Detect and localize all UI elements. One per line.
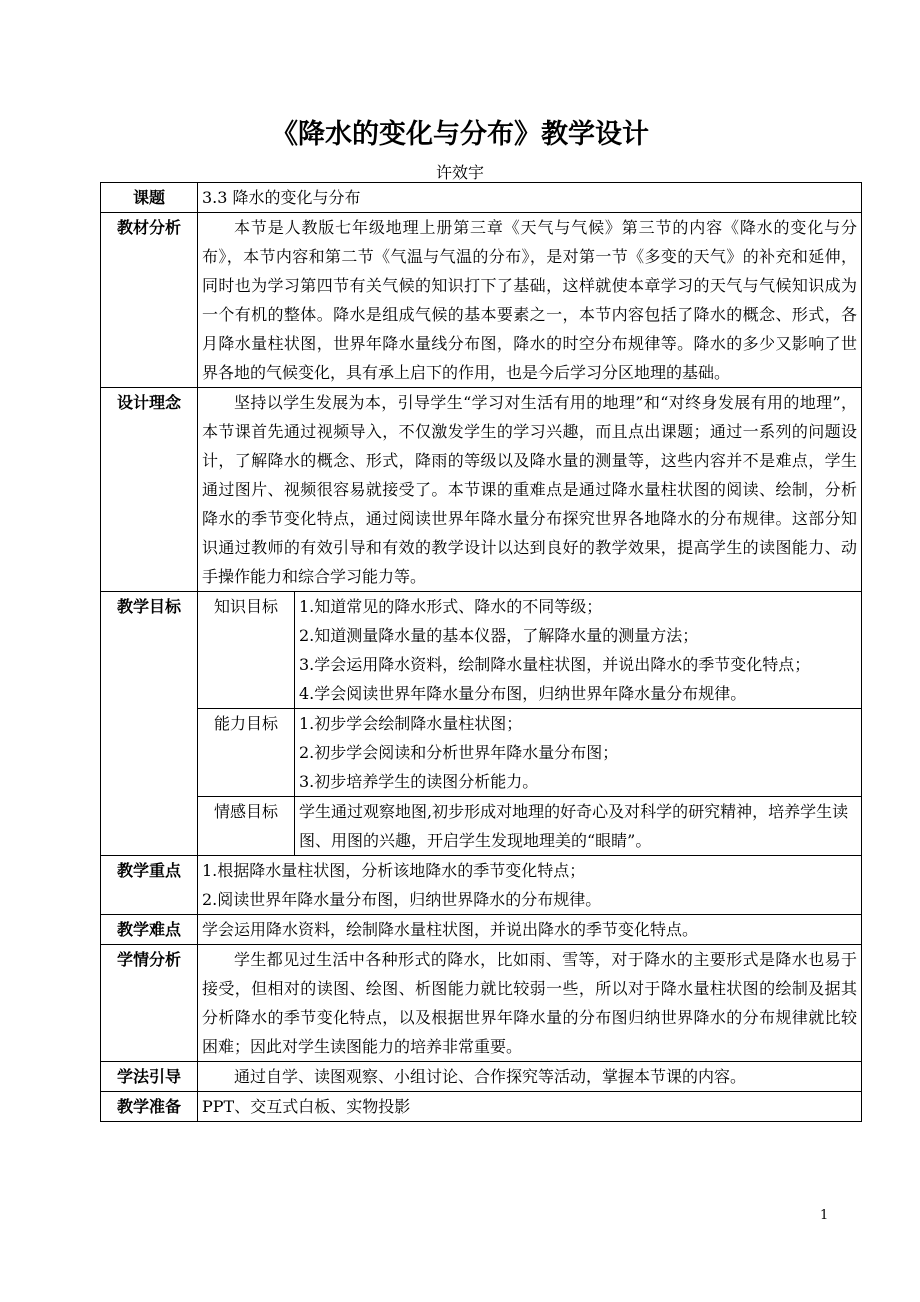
row-concept [101, 388, 862, 592]
row-head: 学情分析 [101, 945, 198, 1062]
goal-label: 情感目标 [198, 797, 295, 856]
row-content: PPT、交互式白板、实物投影 [198, 1092, 862, 1122]
row-topic [101, 183, 862, 213]
author-name: 许效宇 [435, 163, 484, 182]
row-content: 3.3 降水的变化与分布 [198, 183, 862, 213]
goal-content: 学生通过观察地图,初步形成对地理的好奇心及对科学的研究精神，培养学生读图、用图的兴趣，开启学生发现地理美的“眼睛”。 [295, 797, 862, 856]
row-content: 通过自学、读图观察、小组讨论、合作探究等活动，掌握本节课的内容。 [198, 1062, 862, 1092]
row-content: 坚持以学生发展为本，引导学生“学习对生活有用的地理”和“对终身发展有用的地理”，本节课首先通过视频导入，不仅激发学生的学习兴趣，而且点出课题；通过一系列的问题设计，了解降水的概念、形式，降雨的等级以及降水量的测量等，这些内容并不是难点，学生通过图片、视频很容易就接受了。本节课的重难点是通过降水量柱状图的阅读、绘制，分析降水的季节变化特点，通过阅读世界年降水量分布探究世界各地降水的分布规律。这部分知识通过教师的有效引导和有效的教学设计以达到良好的教学效果，提高学生的读图能力、动手操作能力和综合学习能力等。 [198, 388, 862, 592]
row-goals-knowledge [101, 592, 862, 709]
row-head: 设计理念 [101, 388, 198, 592]
row-students [101, 945, 862, 1062]
row-head: 教学准备 [101, 1092, 198, 1122]
row-head: 学法引导 [101, 1062, 198, 1092]
document-title: 《降水的变化与分布》教学设计 [271, 119, 649, 150]
list-item: 3.初步培养学生的读图分析能力。 [299, 772, 539, 791]
row-difficulty [101, 915, 862, 945]
goal-content [295, 592, 862, 709]
list-item: 1.初步学会绘制降水量柱状图； [299, 714, 523, 733]
row-head: 教学难点 [101, 915, 198, 945]
list-item: 1.根据降水量柱状图，分析该地降水的季节变化特点； [202, 861, 586, 880]
row-goals-ability [101, 709, 862, 797]
row-content: 学生都见过生活中各种形式的降水，比如雨、雪等，对于降水的主要形式是降水也易于接受，但相对的读图、绘图、析图能力就比较弱一些，所以对于降水量柱状图的绘制及据其分析降水的季节变化特点，以及根据世界年降水量的分布图归纳世界降水的分布规律就比较困难；因此对学生读图能力的培养非常重要。 [198, 945, 862, 1062]
row-method [101, 1062, 862, 1092]
row-goals-emotion [101, 797, 862, 856]
goal-content [295, 709, 862, 797]
row-material [101, 213, 862, 388]
list-item: 2.知道测量降水量的基本仪器，了解降水量的测量方法； [299, 626, 699, 645]
row-head: 课题 [101, 183, 198, 213]
goal-label: 能力目标 [198, 709, 295, 797]
row-key-points [101, 856, 862, 915]
list-item: 2.阅读世界年降水量分布图，归纳世界降水的分布规律。 [202, 890, 602, 909]
goal-label: 知识目标 [198, 592, 295, 709]
page-number: 1 [820, 1208, 829, 1223]
list-item: 3.学会运用降水资料，绘制降水量柱状图，并说出降水的季节变化特点； [299, 655, 811, 674]
row-prep [101, 1092, 862, 1122]
row-head: 教学重点 [101, 856, 198, 915]
list-item: 1.知道常见的降水形式、降水的不同等级； [299, 597, 603, 616]
lesson-plan-table [100, 182, 862, 1122]
list-item: 4.学会阅读世界年降水量分布图，归纳世界年降水量分布规律。 [299, 684, 747, 703]
row-content: 本节是人教版七年级地理上册第三章《天气与气候》第三节的内容《降水的变化与分布》，本节内容和第二节《气温与气温的分布》，是对第一节《多变的天气》的补充和延伸，同时也为学习第四节有关气候的知识打下了基础，这样就使本章学习的天气与气候知识成为一个有机的整体。降水是组成气候的基本要素之一，本节内容包括了降水的概念、形式，各月降水量柱状图，世界年降水量线分布图，降水的时空分布规律等。降水的多少又影响了世界各地的气候变化，具有承上启下的作用，也是今后学习分区地理的基础。 [198, 213, 862, 388]
list-item: 2.初步学会阅读和分析世界年降水量分布图； [299, 743, 619, 762]
row-content [198, 856, 862, 915]
row-head: 教材分析 [101, 213, 198, 388]
row-head: 教学目标 [101, 592, 198, 856]
row-content: 学会运用降水资料，绘制降水量柱状图，并说出降水的季节变化特点。 [198, 915, 862, 945]
